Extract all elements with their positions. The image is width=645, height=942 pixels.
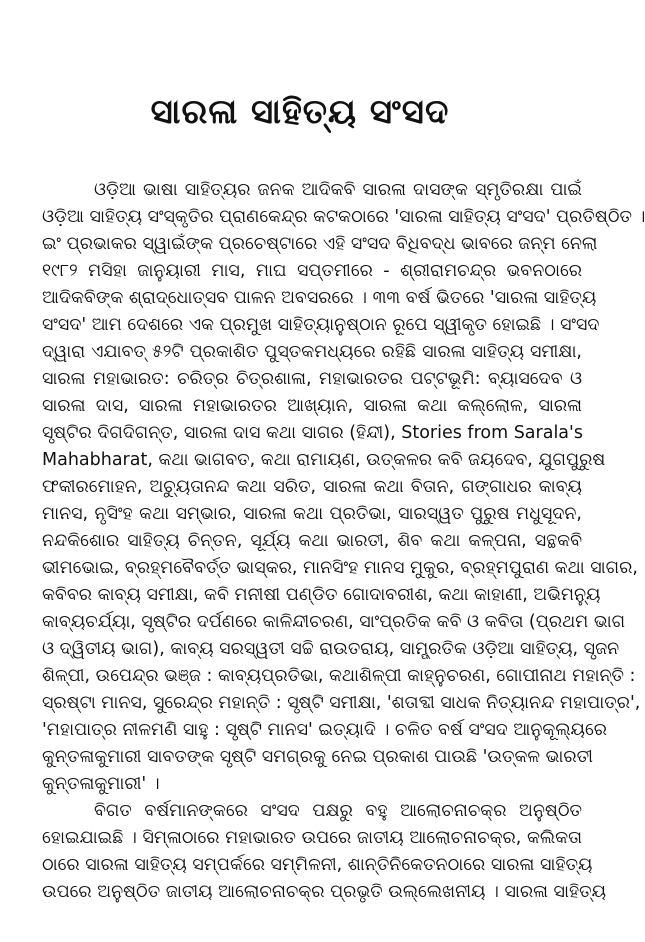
page-title: ସାରଳା ସାହିତ୍ୟ ସଂସଦ	[150, 92, 450, 132]
paragraph-1-line: କୁନ୍ତଳାକୁମାରୀ ସାବତଙ୍କ ସୃଷ୍ଟି ସମଗ୍ରକୁ ନେଇ ପ୍ରକାଶ ପାଉଛି 'ଉତ୍କଳ ଭାରତୀ	[42, 747, 593, 767]
paragraph-2-line: ହୋଇଯାଇଛି । ସିମ୍ଳାଠାରେ ମହାଭାରତ ଉପରେ ଜାତୀୟ ଆଲୋଚନାଚକ୍ର, କଲିକତା	[42, 828, 582, 848]
paragraph-1-line: ସାରଳା ଦାସ, ସାରଳା ମହାଭାରତର ଆଖ୍ୟାନ, ସାରଳା କଥା କଲ୍ଲୋଳ, ସାରଳା	[42, 396, 582, 416]
paragraph-1-line: ମାନସ, ନୃସିଂହ କଥା ସମ୍ଭାର, ସାରଳା କଥା ପ୍ରତିଭା, ସାରସ୍ୱତ ପୁରୁଷ ମଧୁସୂଦନ,	[42, 504, 582, 524]
paragraph-1-line: ଓଡ଼ିଆ ଭାଷା ସାହିତ୍ୟର ଜନକ ଆଦିକବି ସାରଳା ଦାସଙ୍କ ସ୍ମୃତିରକ୍ଷା ପାଇଁ	[94, 180, 582, 200]
paragraph-1-line: ଫକୀରମୋହନ, ଅଚ୍ୟୁତାନନ୍ଦ କଥା ସରିତ, ସାରଳା କଥା ବିତାନ, ଗଙ୍ଗାଧର କାବ୍ୟ	[42, 477, 582, 497]
paragraph-1-line: ଇଂ ପ୍ରଭାକର ସ୍ୱାଇଁଙ୍କ ପ୍ରଚେଷ୍ଟାରେ ଏହି ସଂସଦ ବିଧିବଦ୍ଧ ଭାବରେ ଜନ୍ମ ନେଲା	[42, 234, 598, 254]
paragraph-1-line: ସାରଳା ମହାଭାରତ: ଚରିତ୍ର ଚିତ୍ରଶାଳା, ମହାଭାରତର ପଟ୍ଟଭୂମି: ବ୍ୟାସଦେବ ଓ	[42, 369, 582, 389]
body-text	[42, 177, 645, 906]
paragraph-1-line: ସ୍ରଷ୍ଟା ମାନସ, ସୁରେନ୍ଦ୍ର ମହାନ୍ତି : ସୃଷ୍ଟି ସମୀକ୍ଷା, 'ଶତାବ୍ଦୀ ସାଧକ ନିତ୍ୟାନନ୍ଦ ମହାପାତ୍ର',	[42, 693, 641, 713]
paragraph-2-line: ଉପରେ ଅନୁଷ୍ଠିତ ଜାତୀୟ ଆଲୋଚନାଚକ୍ର ପ୍ରଭୃତି ଉଲ୍ଲେଖନୀୟ । ସାରଳା ସାହିତ୍ୟ	[42, 882, 607, 902]
paragraph-1-line: କାବ୍ୟଚର୍ଯ୍ୟା, ସୃଷ୍ଟିର ଦର୍ପଣରେ କାଳିନ୍ଦୀଚରଣ, ସାଂପ୍ରତିକ କବି ଓ କବିତା (ପ୍ରଥମ ଭାଗ	[42, 612, 626, 632]
paragraph-2-line: ଠାରେ ସାରଳା ସାହିତ୍ୟ ସମ୍ପର୍କରେ ସମ୍ମିଳନୀ, ଶାନ୍ତିନିକେତନଠାରେ ସାରଳା ସାହିତ୍ୟ	[42, 855, 593, 875]
paragraph-1-line: କବିବର କାବ୍ୟ ସମୀକ୍ଷା, କବି ମନୀଷୀ ପଣ୍ଡିତ ଗୋଦାବରୀଶ, କଥା କାହାଣୀ, ଅଭିମନ୍ୟୁ	[42, 585, 601, 605]
paragraph-1-line: ଦ୍ୱାରା ଏଯାବତ୍ ୫୨ଟି ପ୍ରକାଶିତ ପୁସ୍ତକମଧ୍ୟରେ ରହିଛି ସାରଳା ସାହିତ୍ୟ ସମୀକ୍ଷା,	[42, 342, 582, 362]
paragraph-1-line: ଆଦିକବିଙ୍କ ଶ୍ରାଦ୍ଧୋତ୍ସବ ପାଳନ ଅବସରରେ । ୩୩ ବର୍ଷ ଭିତରେ 'ସାରଳା ସାହିତ୍ୟ	[42, 288, 597, 308]
paragraph-1-line: ୧୯୮୨ ମସିହା ଜାନୁୟାରୀ ମାସ, ମାଘ ସପ୍ତମୀରେ - ଶ୍ରୀରାମଚନ୍ଦ୍ର ଭବନଠାରେ	[42, 261, 582, 281]
paragraph-1-line: ଭୀମଭୋଇ, ବ୍ରହ୍ମବୈବର୍ତ୍ତ ଭାସ୍କର, ମାନସିଂହ ମାନସ ମୁକୁର, ବ୍ରହ୍ମପୁରାଣ କଥା ସାଗର,	[42, 558, 638, 578]
paragraph-1-line: କୁନ୍ତଳାକୁମାରୀ' ।	[42, 774, 160, 794]
paragraph-1-line: ଓଡ଼ିଆ ସାହିତ୍ୟ ସଂସ୍କୃତିର ପ୍ରାଣକେନ୍ଦ୍ର କଟକଠାରେ 'ସାରଳା ସାହିତ୍ୟ ସଂସଦ' ପ୍ରତିଷ୍ଠିତ ।	[42, 207, 645, 227]
paragraph-1-line: ଶିଳ୍ପୀ, ଉପେନ୍ଦ୍ର ଭଞ୍ଜ : କାବ୍ୟପ୍ରତିଭା, କଥାଶିଳ୍ପୀ କାହ୍ନୁଚରଣ, ଗୋପୀନାଥ ମହାନ୍ତି :	[42, 666, 636, 686]
paragraph-1-line: 'ମହାପାତ୍ର ନୀଳମଣି ସାହୁ : ସୃଷ୍ଟି ମାନସ' ଇତ୍ୟାଦି । ଚଳିତ ବର୍ଷ ସଂସଦ ଆନୁକୂଲ୍ୟରେ	[42, 720, 608, 740]
paragraph-1-line: ଓ ଦ୍ୱିତୀୟ ଭାଗ), କାବ୍ୟ ସରସ୍ୱତୀ ସଚ୍ଚି ରାଉତରାୟ, ସାମ୍ପ୍ରତିକ ଓଡ଼ିଆ ସାହିତ୍ୟ, ସୃଜନ	[42, 639, 620, 659]
paragraph-1-line: ସୃଷ୍ଟିର ଦିଗଦିଗନ୍ତ, ସାରଳା ଦାସ କଥା ସାଗର (ହିନ୍ଦୀ), Stories from Sarala's	[42, 423, 583, 443]
paragraph-1-line: ସଂସଦ' ଆମ ଦେଶରେ ଏକ ପ୍ରମୁଖ ସାହିତ୍ୟାନୁଷ୍ଠାନ ରୂପେ ସ୍ୱୀକୃତ ହୋଇଛି । ସଂସଦ	[42, 315, 600, 335]
paragraph-1-line: ନନ୍ଦକିଶୋର ସାହିତ୍ୟ ଚିନ୍ତନ, ସୂର୍ଯ୍ୟ କଥା ଭାରତୀ, ଶିବ କଥା କଳ୍ପନା, ସନ୍ଥକବି	[42, 531, 582, 551]
paragraph-2-line: ବିଗତ ବର୍ଷମାନଙ୍କରେ ସଂସଦ ପକ୍ଷରୁ ବହୁ ଆଲୋଚନାଚକ୍ର ଅନୁଷ୍ଠିତ	[94, 801, 582, 821]
paragraph-1-line: Mahabharat, କଥା ଭାଗବତ, କଥା ରାମାୟଣ, ଉତ୍କଳର କବି ଜୟଦେବ, ଯୁଗପୁରୁଷ	[42, 450, 606, 470]
